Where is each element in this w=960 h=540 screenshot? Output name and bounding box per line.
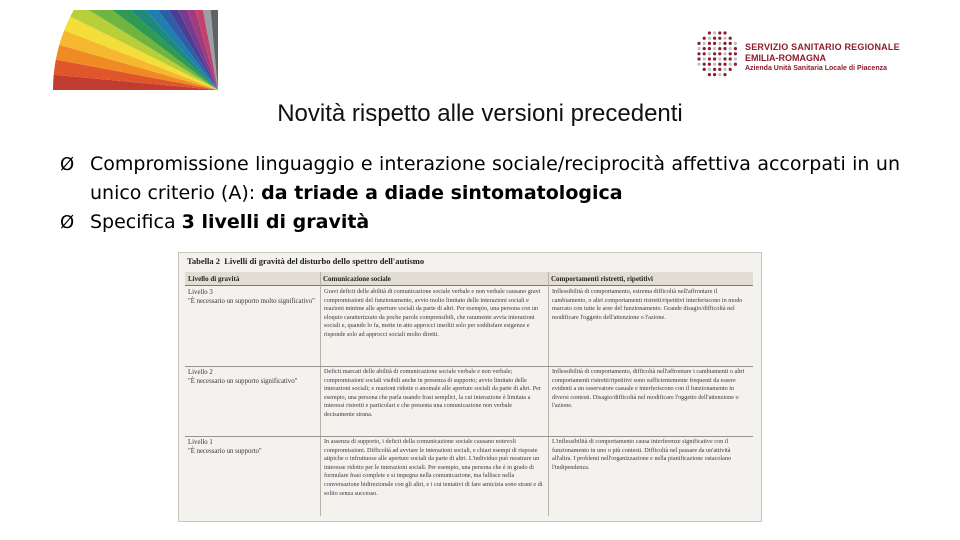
logo-dot (729, 68, 732, 71)
logo-dot (703, 63, 706, 66)
logo-dot (713, 68, 716, 71)
table-row (185, 286, 753, 367)
logo-dot (708, 63, 711, 66)
level-label: Livello 2 (188, 369, 213, 376)
logo-dot (718, 31, 721, 34)
logo-dot (729, 52, 732, 55)
logo-dot (718, 47, 721, 50)
table-caption (187, 256, 424, 266)
logo-dot (729, 57, 732, 60)
logo-dot (713, 31, 716, 34)
level-quote: "È necessario un supporto molto significativo" (188, 298, 315, 305)
bullet-bold-text: 3 livelli di gravità (181, 211, 370, 233)
logo-dot (713, 42, 716, 45)
logo-dot (703, 47, 706, 50)
header-social-communication: Comunicazione sociale (320, 272, 548, 286)
logo-dot (713, 37, 716, 40)
logo-dot (708, 47, 711, 50)
logo-dot (703, 57, 706, 60)
table-row (185, 436, 753, 516)
bullet-item (60, 208, 900, 237)
logo-dot (723, 57, 726, 60)
dot-grid-icon (695, 30, 739, 78)
logo-dot (697, 47, 700, 50)
bullet-text: Compromissione linguaggio e interazione sociale/reciprocità affettiva accorpati in un unico criterio (A): (90, 153, 900, 204)
logo-text (745, 42, 900, 74)
health-service-logo (695, 30, 945, 80)
logo-dot (697, 63, 700, 66)
arrow-bullet-icon: Ø (60, 154, 75, 175)
social-cell: Deficit marcati delle abilità di comunicazione sociale verbale e non verbale; compromissioni sociali visibili anche in presenza di supporto; avvio limitato delle interazioni sociali; e reazioni ridotte o anomale alle aperture sociali da parte di altri. Per esempio, una persona che parla usando frasi semplici, la cui interazione è limitata a interessi ristretti e particolari e che presenta una comunicazione non verbale decisamente strana. (324, 368, 541, 418)
level-quote: "È necessario un supporto significativo" (188, 378, 298, 385)
logo-dot (723, 68, 726, 71)
logo-dot (703, 52, 706, 55)
bullet-list (60, 150, 900, 237)
header-severity: Livello di gravità (185, 272, 320, 286)
logo-line-1: SERVIZIO SANITARIO REGIONALE (745, 42, 900, 52)
logo-dot (703, 42, 706, 45)
logo-dot (734, 47, 737, 50)
logo-line-3: Azienda Unità Sanitaria Locale di Piacenza (745, 65, 887, 72)
bullet-item (60, 150, 900, 208)
level-label: Livello 3 (188, 289, 213, 296)
logo-dot (729, 63, 732, 66)
social-cell: Gravi deficit delle abilità di comunicazione sociale verbale e non verbale causano gravi compromissioni del funzionamento, avvio molto limitato delle interazioni sociali e reazioni minime alle aperture sociali da parte di altri. Per esempio, una persona con un eloquio caratterizzato da poche parole comprensibili, che raramente avvia interazioni sociali e, quando lo fa, mette in atto approcci insoliti solo per soddisfare esigenze e risponde solo ad approcci sociali molto diretti. (324, 288, 541, 338)
logo-dot (713, 52, 716, 55)
behavior-cell: Inflessibilità di comportamento, difficoltà nell'affrontare i cambiamenti o altri comportamenti ristretti/ripetitivi sono sufficientemente frequenti da essere evidenti a un osservatore casuale e interferiscono con il funzionamento in diversi contesti. Disagio/difficoltà nel modificare l'oggetto dell'attenzione o l'azione. (552, 368, 745, 410)
behavior-cell: Inflessibilità di comportamento, estrema difficoltà nell'affrontare il cambiamento, o altri comportamenti ristretti/ripetitivi interferiscono in modo marcato con tutte le aree del funzionamento. Grande disagio/difficoltà nel modificare l'oggetto dell'attenzione o l'azione. (552, 288, 743, 321)
logo-dot (697, 42, 700, 45)
logo-dot (708, 73, 711, 76)
logo-dot (734, 57, 737, 60)
logo-dot (703, 68, 706, 71)
social-cell: In assenza di supporto, i deficit della comunicazione sociale causano notevoli compromissioni. Difficoltà ad avviare le interazioni sociali, e chiari esempi di risposte atipiche o infruttuose alle aperture sociali da parte di altri. L'individuo può mostrare un interesse ridotto per le interazioni sociali. Per esempio, una persona che è in grado di formulare frasi complete e si impegna nella comunicazione, ma fallisce nella conversazione bidirezionale con gli altri, e i cui tentativi di fare amicizia sono strani e di solito senza successo. (324, 438, 543, 497)
logo-dot (734, 63, 737, 66)
logo-line-2: EMILIA-ROMAGNA (745, 53, 826, 63)
bullet-bold-text: da triade a diade sintomatologica (261, 182, 623, 204)
logo-dot (723, 47, 726, 50)
logo-dot (718, 68, 721, 71)
logo-dot (708, 37, 711, 40)
level-label: Livello 1 (188, 439, 213, 446)
level-cell (188, 368, 316, 386)
logo-dot (697, 57, 700, 60)
logo-dot (718, 37, 721, 40)
arrow-bullet-icon: Ø (60, 212, 75, 233)
bullet-text: Specifica (90, 211, 182, 233)
logo-dot (734, 42, 737, 45)
logo-dot (729, 37, 732, 40)
behavior-cell: L'inflessibilità di comportamento causa interferenze significative con il funzionamento in uno o più contesti. Difficoltà nel passare da un'attività all'altra. I problemi nell'organizzazione e nella pianificazione ostacolano l'indipendenza. (552, 438, 732, 471)
level-quote: "È necessario un supporto" (188, 448, 262, 455)
table-row (185, 366, 753, 437)
logo-dot (734, 52, 737, 55)
logo-dot (708, 68, 711, 71)
severity-table-image (178, 252, 762, 522)
logo-dot (718, 52, 721, 55)
logo-dot (713, 47, 716, 50)
logo-dot (713, 73, 716, 76)
logo-dot (708, 57, 711, 60)
logo-dot (718, 42, 721, 45)
logo-dot (723, 31, 726, 34)
logo-dot (703, 37, 706, 40)
table-body (185, 272, 753, 516)
level-cell (188, 288, 316, 306)
logo-dot (729, 42, 732, 45)
slide-title: Novità rispetto alle versioni precedenti (277, 100, 683, 127)
logo-dot (723, 63, 726, 66)
logo-dot (708, 42, 711, 45)
logo-dot (708, 52, 711, 55)
level-cell (188, 438, 316, 456)
logo-dot (723, 42, 726, 45)
logo-dot (697, 52, 700, 55)
logo-dot (723, 37, 726, 40)
rainbow-fan-logo (48, 10, 218, 90)
logo-dot (713, 57, 716, 60)
logo-dot (718, 63, 721, 66)
header-restricted-behaviors: Comportamenti ristretti, ripetitivi (548, 272, 753, 286)
logo-dot (708, 31, 711, 34)
table-title: Livelli di gravità del disturbo dello spettro dell'autismo (224, 256, 425, 266)
logo-dot (718, 73, 721, 76)
logo-dot (723, 73, 726, 76)
logo-dot (729, 47, 732, 50)
logo-dot (718, 57, 721, 60)
logo-dot (723, 52, 726, 55)
table-number: Tabella 2 (187, 256, 220, 266)
logo-dot (713, 63, 716, 66)
